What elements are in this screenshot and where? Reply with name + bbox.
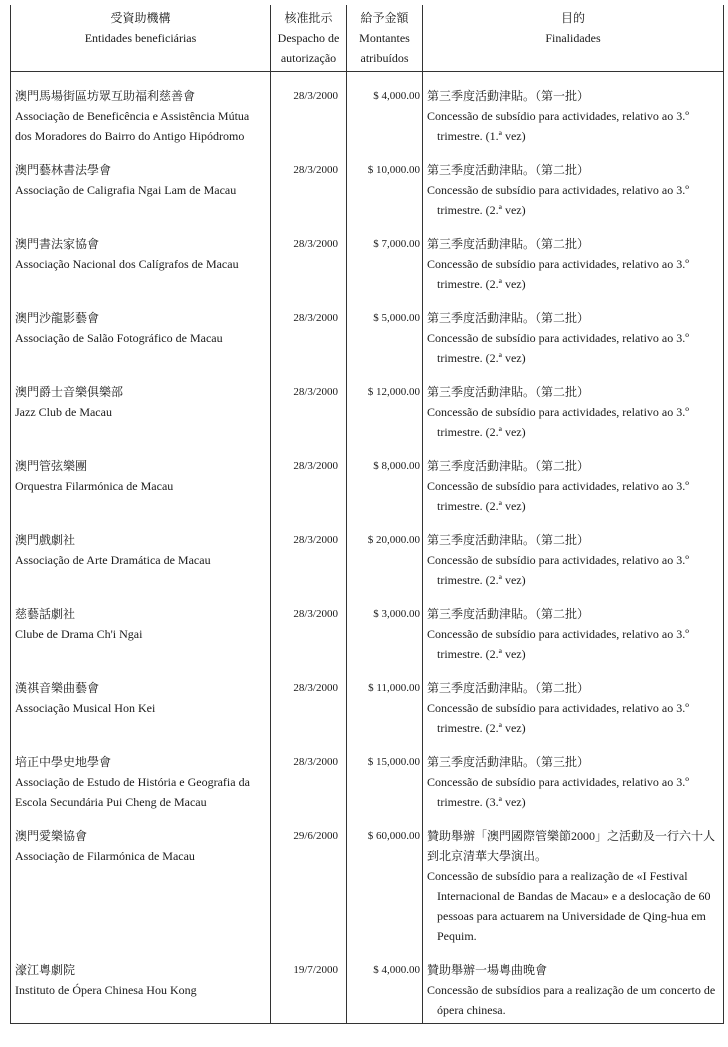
entity-name-zh: 培正中學史地學會 xyxy=(15,755,112,769)
header-amount-zh: 給予金額 xyxy=(360,11,409,25)
date-cell: 28/3/2000 xyxy=(271,308,347,382)
amount-cell: $ 3,000.00 xyxy=(347,604,423,678)
entity-cell xyxy=(11,456,271,530)
date-cell: 29/6/2000 xyxy=(271,826,347,960)
table-row xyxy=(11,752,724,826)
purpose-pt: Concessão de subsídios para a realização de um concerto de ópera chinesa. xyxy=(427,983,716,1017)
amount-cell: $ 12,000.00 xyxy=(347,382,423,456)
amount-cell: $ 11,000.00 xyxy=(347,678,423,752)
table-row xyxy=(11,86,724,160)
purpose-zh: 第三季度活動津貼。（第一批） xyxy=(427,89,590,103)
entity-name-pt: Jazz Club de Macau xyxy=(15,405,112,419)
purpose-pt: Concessão de subsídio para actividades, relativo ao 3.º trimestre. (2.ª vez) xyxy=(427,553,689,587)
date-cell: 28/3/2000 xyxy=(271,86,347,160)
date-cell: 28/3/2000 xyxy=(271,456,347,530)
entity-cell xyxy=(11,960,271,1024)
purpose-pt: Concessão de subsídio para actividades, relativo ao 3.º trimestre. (1.ª vez) xyxy=(427,109,689,143)
entity-cell xyxy=(11,160,271,234)
amount-cell: $ 10,000.00 xyxy=(347,160,423,234)
amount-cell: $ 8,000.00 xyxy=(347,456,423,530)
table-row xyxy=(11,382,724,456)
header-entity-zh: 受資助機構 xyxy=(110,11,171,25)
entity-cell xyxy=(11,604,271,678)
entity-name-zh: 濠江粵劇院 xyxy=(15,963,76,977)
purpose-pt: Concessão de subsídio para actividades, relativo ao 3.º trimestre. (2.ª vez) xyxy=(427,405,689,439)
purpose-cell xyxy=(423,678,724,752)
header-entity-pt: Entidades beneficiárias xyxy=(84,31,197,45)
amount-cell: $ 15,000.00 xyxy=(347,752,423,826)
purpose-cell xyxy=(423,308,724,382)
entity-cell xyxy=(11,752,271,826)
table-header xyxy=(11,5,724,72)
purpose-pt: Concessão de subsídio para actividades, relativo ao 3.º trimestre. (2.ª vez) xyxy=(427,183,689,217)
header-purpose xyxy=(423,5,724,72)
header-amount xyxy=(347,5,423,72)
table-row xyxy=(11,234,724,308)
entity-cell xyxy=(11,826,271,960)
header-date xyxy=(271,5,347,72)
entity-name-pt: Associação Nacional dos Calígrafos de Macau xyxy=(15,257,239,271)
purpose-zh: 第三季度活動津貼。（第二批） xyxy=(427,459,590,473)
table-row xyxy=(11,604,724,678)
purpose-cell xyxy=(423,234,724,308)
purpose-cell xyxy=(423,382,724,456)
purpose-cell xyxy=(423,86,724,160)
purpose-zh: 第三季度活動津貼。（第二批） xyxy=(427,163,590,177)
entity-name-zh: 澳門藝林書法學會 xyxy=(15,163,112,177)
purpose-zh: 贊助舉辦「澳門國際管樂節2000」之活動及一行六十人到北京清華大學演出。 xyxy=(427,829,716,863)
entity-name-pt: Orquestra Filarmónica de Macau xyxy=(15,479,174,493)
entity-name-zh: 澳門戲劇社 xyxy=(15,533,76,547)
purpose-zh: 第三季度活動津貼。（第三批） xyxy=(427,755,590,769)
purpose-pt: Concessão de subsídio para a realização de «I Festival Internacional de Bandas de Macau» e a deslocação de 60 pessoas para actuarem na Universidade de Qing-hua em Pequim. xyxy=(427,869,711,943)
header-purpose-zh: 目的 xyxy=(560,11,585,25)
header-date-zh: 核准批示 xyxy=(284,11,333,25)
header-purpose-pt: Finalidades xyxy=(545,31,601,45)
subsidy-table xyxy=(10,5,724,1024)
header-spacer xyxy=(11,72,724,87)
table-row xyxy=(11,160,724,234)
entity-cell xyxy=(11,530,271,604)
amount-cell: $ 4,000.00 xyxy=(347,86,423,160)
entity-name-zh: 慈藝話劇社 xyxy=(15,607,76,621)
date-cell: 28/3/2000 xyxy=(271,678,347,752)
purpose-pt: Concessão de subsídio para actividades, relativo ao 3.º trimestre. (2.ª vez) xyxy=(427,257,689,291)
amount-cell: $ 20,000.00 xyxy=(347,530,423,604)
entity-name-pt: Clube de Drama Ch'i Ngai xyxy=(15,627,143,641)
entity-name-zh: 漢祺音樂曲藝會 xyxy=(15,681,100,695)
purpose-cell xyxy=(423,960,724,1024)
entity-name-pt: Associação de Salão Fotográfico de Macau xyxy=(15,331,223,345)
date-cell: 28/3/2000 xyxy=(271,752,347,826)
purpose-cell xyxy=(423,604,724,678)
header-entity xyxy=(11,5,271,72)
purpose-zh: 第三季度活動津貼。（第二批） xyxy=(427,681,590,695)
purpose-zh: 第三季度活動津貼。（第二批） xyxy=(427,533,590,547)
table-row xyxy=(11,530,724,604)
header-date-pt: Despacho de autorização xyxy=(277,31,340,65)
entity-name-zh: 澳門管弦樂團 xyxy=(15,459,88,473)
amount-cell: $ 60,000.00 xyxy=(347,826,423,960)
purpose-cell xyxy=(423,456,724,530)
entity-name-pt: Associação Musical Hon Kei xyxy=(15,701,156,715)
entity-name-zh: 澳門沙龍影藝會 xyxy=(15,311,100,325)
purpose-zh: 贊助舉辦一場粵曲晚會 xyxy=(427,963,548,977)
entity-cell xyxy=(11,234,271,308)
entity-name-pt: Associação de Filarmónica de Macau xyxy=(15,849,195,863)
entity-name-zh: 澳門爵士音樂俱樂部 xyxy=(15,385,124,399)
date-cell: 28/3/2000 xyxy=(271,530,347,604)
table-row xyxy=(11,826,724,960)
header-amount-pt: Montantes atribuídos xyxy=(359,31,410,65)
purpose-zh: 第三季度活動津貼。（第二批） xyxy=(427,237,590,251)
date-cell: 28/3/2000 xyxy=(271,604,347,678)
amount-cell: $ 4,000.00 xyxy=(347,960,423,1024)
date-cell: 28/3/2000 xyxy=(271,160,347,234)
entity-name-pt: Associação de Estudo de História e Geografia da Escola Secundária Pui Cheng de Macau xyxy=(15,775,250,809)
entity-name-zh: 澳門愛樂協會 xyxy=(15,829,88,843)
table-row xyxy=(11,456,724,530)
purpose-zh: 第三季度活動津貼。（第二批） xyxy=(427,311,590,325)
purpose-cell xyxy=(423,752,724,826)
purpose-pt: Concessão de subsídio para actividades, relativo ao 3.º trimestre. (3.ª vez) xyxy=(427,775,689,809)
date-cell: 28/3/2000 xyxy=(271,382,347,456)
entity-name-zh: 澳門書法家協會 xyxy=(15,237,100,251)
date-cell: 28/3/2000 xyxy=(271,234,347,308)
entity-cell xyxy=(11,308,271,382)
purpose-cell xyxy=(423,826,724,960)
purpose-cell xyxy=(423,530,724,604)
entity-cell xyxy=(11,382,271,456)
purpose-cell xyxy=(423,160,724,234)
date-cell: 19/7/2000 xyxy=(271,960,347,1024)
amount-cell: $ 7,000.00 xyxy=(347,234,423,308)
table-row xyxy=(11,308,724,382)
entity-name-zh: 澳門馬場街區坊眾互助福利慈善會 xyxy=(15,89,196,103)
entity-name-pt: Associação de Arte Dramática de Macau xyxy=(15,553,211,567)
purpose-pt: Concessão de subsídio para actividades, relativo ao 3.º trimestre. (2.ª vez) xyxy=(427,701,689,735)
purpose-zh: 第三季度活動津貼。（第二批） xyxy=(427,607,590,621)
table-row xyxy=(11,678,724,752)
entity-name-pt: Associação de Beneficência e Assistência Mútua dos Moradores do Bairro do Antigo Hipódromo xyxy=(15,109,250,143)
entity-name-pt: Instituto de Ópera Chinesa Hou Kong xyxy=(15,983,197,997)
purpose-zh: 第三季度活動津貼。（第二批） xyxy=(427,385,590,399)
purpose-pt: Concessão de subsídio para actividades, relativo ao 3.º trimestre. (2.ª vez) xyxy=(427,479,689,513)
amount-cell: $ 5,000.00 xyxy=(347,308,423,382)
purpose-pt: Concessão de subsídio para actividades, relativo ao 3.º trimestre. (2.ª vez) xyxy=(427,331,689,365)
entity-cell xyxy=(11,86,271,160)
purpose-pt: Concessão de subsídio para actividades, relativo ao 3.º trimestre. (2.ª vez) xyxy=(427,627,689,661)
entity-name-pt: Associação de Caligrafia Ngai Lam de Macau xyxy=(15,183,237,197)
table-row xyxy=(11,960,724,1024)
entity-cell xyxy=(11,678,271,752)
